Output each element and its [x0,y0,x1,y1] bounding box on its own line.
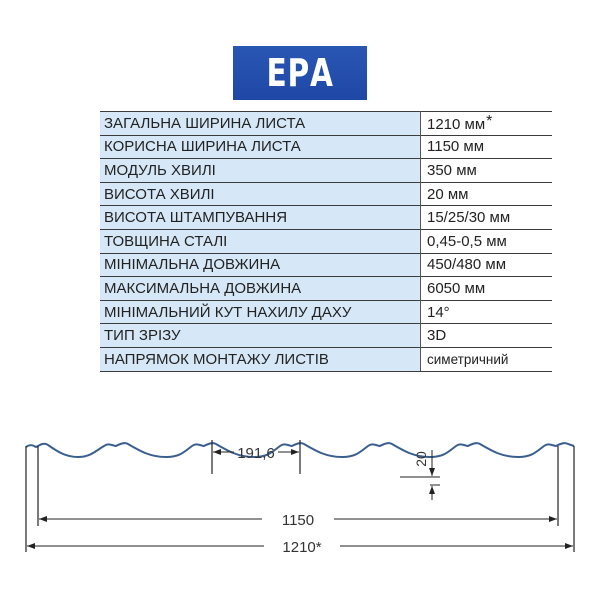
table-row [100,182,552,206]
spec-label: ЗАГАЛЬНА ШИРИНА ЛИСТА [100,112,421,136]
table-row [100,253,552,277]
spec-value: 350 мм [421,159,553,183]
spec-value: 1210 мм* [421,112,553,136]
table-row [100,159,552,183]
table-row [100,135,552,159]
spec-table [100,111,552,372]
spec-value: 450/480 мм [421,253,553,277]
table-row [100,300,552,324]
spec-label: ТОВЩИНА СТАЛІ [100,229,421,253]
spec-label: ТИП ЗРІЗУ [100,324,421,348]
spec-value: 1150 мм [421,135,553,159]
useful-width-label: 1150 [281,512,315,529]
total-width-label: 1210* [282,539,322,556]
spec-value: 3D [421,324,553,348]
spec-label: МІНІМАЛЬНА ДОВЖИНА [100,253,421,277]
spec-label: МАКСИМАЛЬНА ДОВЖИНА [100,277,421,301]
spec-value: 14° [421,300,553,324]
spec-label: МОДУЛЬ ХВИЛІ [100,159,421,183]
spec-value: 20 мм [421,182,553,206]
spec-label: ВИСОТА ШТАМПУВАННЯ [100,206,421,230]
spec-label: НАПРЯМОК МОНТАЖУ ЛИСТІВ [100,347,421,371]
spec-value: 0,45-0,5 мм [421,229,553,253]
spec-label: ВИСОТА ХВИЛІ [100,182,421,206]
spec-value: 15/25/30 мм [421,206,553,230]
height-dimension-label: 20 [413,451,429,467]
brand-logo-text: ЕРА [266,51,334,95]
footnote-asterisk: * [486,113,493,131]
table-row [100,277,552,301]
brand-logo [233,46,367,100]
table-row [100,112,552,136]
profile-diagram [0,430,600,570]
spec-value: симетричний [421,347,553,371]
table-row [100,229,552,253]
pitch-dimension-label: 191,6 [237,445,275,462]
spec-value: 6050 мм [421,277,553,301]
table-row [100,347,552,371]
spec-label: МІНІМАЛЬНИЙ КУТ НАХИЛУ ДАХУ [100,300,421,324]
spec-label: КОРИСНА ШИРИНА ЛИСТА [100,135,421,159]
table-row [100,324,552,348]
table-row [100,206,552,230]
